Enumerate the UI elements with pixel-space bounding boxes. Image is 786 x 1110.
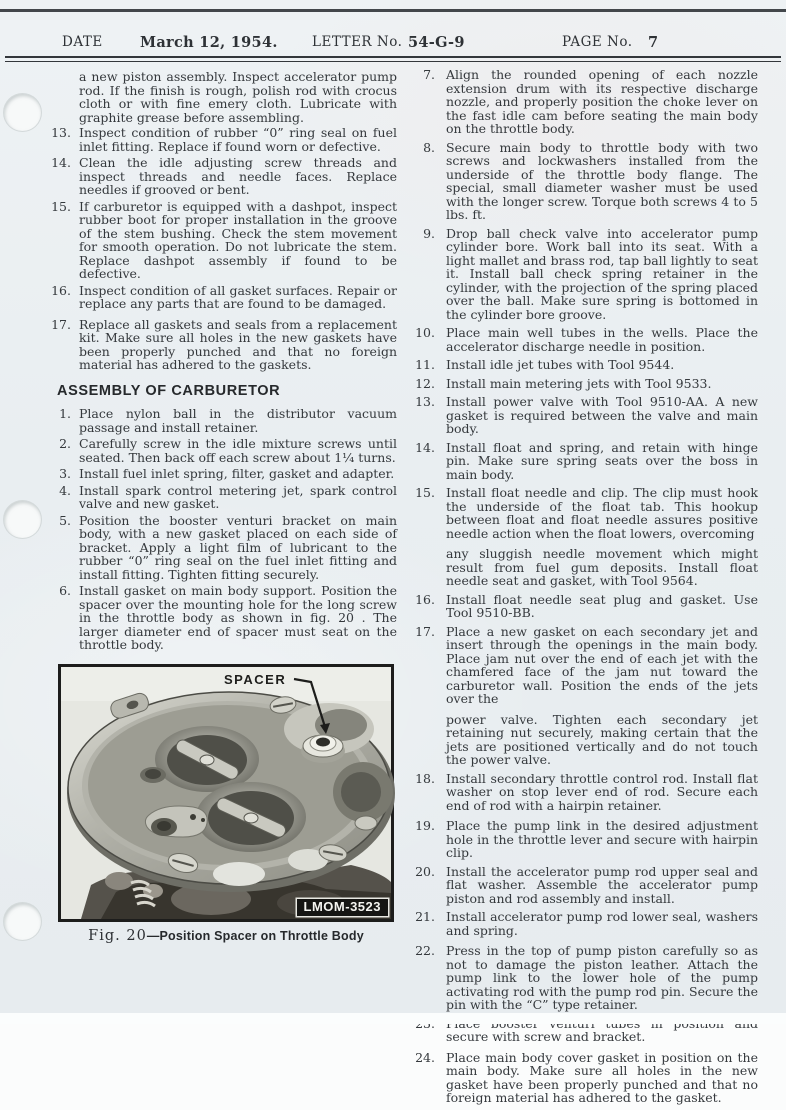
- item-number: 16.: [415, 591, 435, 607]
- list-item: [45, 318, 397, 372]
- item-text: Clean the idle adjusting screw threads and inspect threads and needle faces. Replace needles if grooved or bent.: [79, 155, 397, 197]
- header-double-rule: [5, 56, 781, 62]
- item-number: 21.: [415, 909, 435, 924]
- item-text: Place main well tubes in the wells. Place the accelerator discharge needle in position.: [446, 325, 758, 354]
- item-number: 17.: [51, 316, 71, 332]
- item-text: Place nylon ball in the distributor vacuum passage and install retainer.: [79, 406, 397, 435]
- item-number: 17.: [415, 623, 435, 639]
- item-number: 12.: [415, 375, 435, 391]
- item-number: 11.: [415, 357, 435, 372]
- spacer-part: [301, 735, 345, 763]
- list-item: [45, 467, 397, 481]
- item-text: Install float needle seat plug and gasket. Use Tool 9510-BB.: [446, 591, 758, 620]
- item-text: secure with screw and bracket.: [446, 1029, 646, 1044]
- list-item: [45, 514, 397, 582]
- list-item: [408, 68, 758, 136]
- figure-photo-frame: [58, 664, 394, 922]
- list-item: [408, 593, 758, 620]
- figure-title: —Position Spacer on Throttle Body: [146, 928, 364, 943]
- item-text: Install the accelerator pump rod upper seal and flat washer. Assemble the accelerator pump piston and rod assembly and install.: [446, 863, 758, 906]
- punch-hole: [4, 903, 41, 940]
- list-item: [408, 141, 758, 222]
- item-text: Carefully screw in the idle mixture screws until seated. Then back off each screw about 1¼ turns.: [79, 436, 397, 465]
- section-heading: ASSEMBLY OF CARBURETOR: [57, 382, 281, 399]
- list-item: [408, 441, 758, 482]
- assembly-list-continued: [408, 68, 758, 1105]
- two-column-body: [45, 68, 758, 1110]
- list-item: [408, 377, 758, 391]
- intro-paragraph: a new piston assembly. Inspect accelerator pump rod. If the finish is rough, polish rod with crocus cloth or with fine emery cloth. Lubricate with graphite grease before assembling.: [79, 69, 397, 125]
- list-item: [408, 395, 758, 436]
- list-item: [408, 227, 758, 322]
- item-text-continued: power valve. Tighten each secondary jet retaining nut securely, making certain that the jets are positioned vertically and do not touch the power valve.: [446, 711, 758, 767]
- punch-hole: [4, 94, 41, 131]
- item-number: 13.: [415, 394, 435, 409]
- item-number: 10.: [415, 325, 435, 340]
- item-text-continued: any sluggish needle movement which might result from fuel gum deposits. Install float needle seat and gasket, with Tool 9564.: [446, 546, 758, 588]
- figure-caption: [58, 929, 394, 944]
- spacer-callout-label: SPACER: [224, 671, 287, 687]
- date-value: March 12, 1954.: [140, 34, 278, 51]
- list-item: [408, 326, 758, 353]
- item-number: 8.: [423, 139, 435, 155]
- item-number: 7.: [423, 67, 435, 82]
- item-number: 20.: [415, 863, 435, 879]
- item-number: 1.: [59, 406, 71, 421]
- list-item: [45, 126, 397, 153]
- item-number: 24.: [415, 1049, 435, 1065]
- item-text: Install float needle and clip. The clip must hook the underside of the float tab. This hookup between float and float needle assures positive needle action when the float lowers, overcoming any sluggish needle movement which might result from fuel gum deposits. Install float needle seat and gasket, with Tool 9564.: [446, 485, 758, 588]
- list-item: [45, 284, 397, 311]
- photo-code-badge: LMOM-3523: [297, 899, 388, 916]
- list-item: [408, 910, 758, 937]
- item-number: 15.: [415, 485, 435, 500]
- item-number: 6.: [59, 583, 71, 598]
- item-number: 9.: [423, 225, 435, 241]
- item-text: Install main metering jets with Tool 9533.: [446, 375, 712, 391]
- item-number: 18.: [415, 770, 435, 786]
- letter-no-label: LETTER No.: [312, 34, 403, 50]
- list-item: [45, 584, 397, 652]
- list-item: [408, 772, 758, 813]
- item-number: 19.: [415, 818, 435, 833]
- list-item: [45, 437, 397, 464]
- item-number: 14.: [51, 155, 71, 170]
- item-text: Replace all gaskets and seals from a replacement kit. Make sure all holes in the new gaskets have been properly punched and that no foreign material has adhered to the gaskets.: [79, 316, 397, 372]
- figure-20: [58, 664, 394, 944]
- inspection-list: [45, 126, 397, 372]
- assembly-list: [45, 407, 397, 652]
- carburetor-throttle-body-photo: [61, 667, 391, 919]
- list-item: [408, 486, 758, 588]
- list-item: [408, 1051, 758, 1105]
- date-label: DATE: [62, 34, 103, 50]
- item-text: Install float and spring, and retain with hinge pin. Make sure spring seats over the boss in main body.: [446, 439, 758, 482]
- list-item: [408, 865, 758, 906]
- item-text: Install spark control metering jet, spark control valve and new gasket.: [79, 482, 397, 511]
- letter-no-value: 54-G-9: [408, 34, 465, 51]
- item-number: 2.: [59, 436, 71, 451]
- item-number: 14.: [415, 439, 435, 455]
- punch-hole: [4, 501, 41, 538]
- list-item: [408, 358, 758, 372]
- item-text: Install power valve with Tool 9510-AA. A new gasket is required between the valve and main body.: [446, 394, 758, 436]
- item-text: Align the rounded opening of each nozzle extension drum with its respective discharge nozzle, and properly position the choke lever on the fast idle cam before seating the main body on the throttle body.: [446, 67, 758, 136]
- item-text: Position the booster venturi bracket on main body, with a new gasket placed on each side of bracket. Apply a light film of lubricant to the rubber “0” ring seal on the fuel inlet fitting and install fitting. Tighten fitting securely.: [79, 512, 397, 582]
- list-item: [45, 156, 397, 197]
- item-number: 15.: [51, 198, 71, 214]
- item-number: 16.: [51, 282, 71, 298]
- item-number: 5.: [59, 512, 71, 528]
- list-item: [408, 625, 758, 767]
- item-text: Secure main body to throttle body with two screws and lockwashers installed from the underside of the throttle body flange. The special, small diameter washer must be used with the longer screw. Torque both screws 4 to 5 lbs. ft.: [446, 139, 758, 222]
- item-text: If carburetor is equipped with a dashpot, inspect rubber boot for proper installation in the groove of the stem bushing. Check the stem movement for smooth operation. Do not lubricate the stem. Replace dashpot assembly if found to be defective.: [79, 198, 397, 281]
- page-bottom-edge: [0, 1013, 786, 1024]
- page-no-label: PAGE No.: [562, 34, 633, 50]
- page-header: [0, 34, 786, 56]
- page-top-rule: [0, 9, 786, 12]
- list-item: [45, 200, 397, 281]
- item-text: Place a new gasket on each secondary jet and insert through the openings in the main body. Place jam nut over the end of each jet with the chamfered face of the jam nut toward the carburetor wall. Position the ends of the jets over the power valve. Tighten each secondary jet retaining nut securely, making certain that the jets are positioned vertically and do not touch the power valve.: [446, 623, 758, 767]
- item-text: Install fuel inlet spring, filter, gasket and adapter.: [79, 466, 395, 481]
- item-text: Install accelerator pump rod lower seal, washers and spring.: [446, 909, 758, 938]
- item-text: Press in the top of pump piston carefully so as not to damage the piston leather. Attach the pump link to the lower hole of the pump activating rod with the pump rod pin. Secure the pin with the “C” type retainer.: [446, 943, 758, 1012]
- item-number: 13.: [51, 125, 71, 140]
- page-no-value: 7: [648, 34, 659, 51]
- boss-with-hole: [145, 806, 207, 837]
- item-text: Place main body cover gasket in position on the main body. Make sure all holes in the new gasket have been properly punched and that no foreign material has adhered to the gasket.: [446, 1049, 758, 1105]
- item-number: 3.: [59, 466, 71, 481]
- list-item: [45, 484, 397, 511]
- item-number: 22.: [415, 943, 435, 958]
- item-text: Drop ball check valve into accelerator pump cylinder bore. Work ball into its seat. With a light mallet and brass rod, tap ball lightly to seat it. Install ball check spring retainer in the cylinder, with the projection of the spring placed over the ball. Make sure spring is bottomed in the cylinder bore groove.: [446, 225, 758, 322]
- left-column: [45, 68, 397, 1110]
- right-column: [408, 68, 758, 1110]
- figure-number: Fig. 20: [88, 927, 147, 944]
- list-item: [408, 819, 758, 860]
- item-text: Inspect condition of rubber “0” ring seal on fuel inlet fitting. Replace if found worn or defective.: [79, 125, 397, 154]
- item-number: 4.: [59, 482, 71, 498]
- list-item: [45, 407, 397, 434]
- item-text: Place the pump link in the desired adjustment hole in the throttle lever and secure with hairpin clip.: [446, 818, 758, 860]
- item-text: Install gasket on main body support. Position the spacer over the mounting hole for the long screw in the throttle body as shown in fig. 20 . The larger diameter end of spacer must seat on the throttle body.: [79, 583, 397, 652]
- item-text: Inspect condition of all gasket surfaces. Repair or replace any parts that are found to be damaged.: [79, 282, 397, 311]
- list-item: [408, 944, 758, 1012]
- item-text: Install secondary throttle control rod. Install flat washer on stop lever end of rod. Secure each end of rod with a hairpin retainer.: [446, 770, 758, 813]
- item-text: Install idle jet tubes with Tool 9544.: [446, 357, 675, 372]
